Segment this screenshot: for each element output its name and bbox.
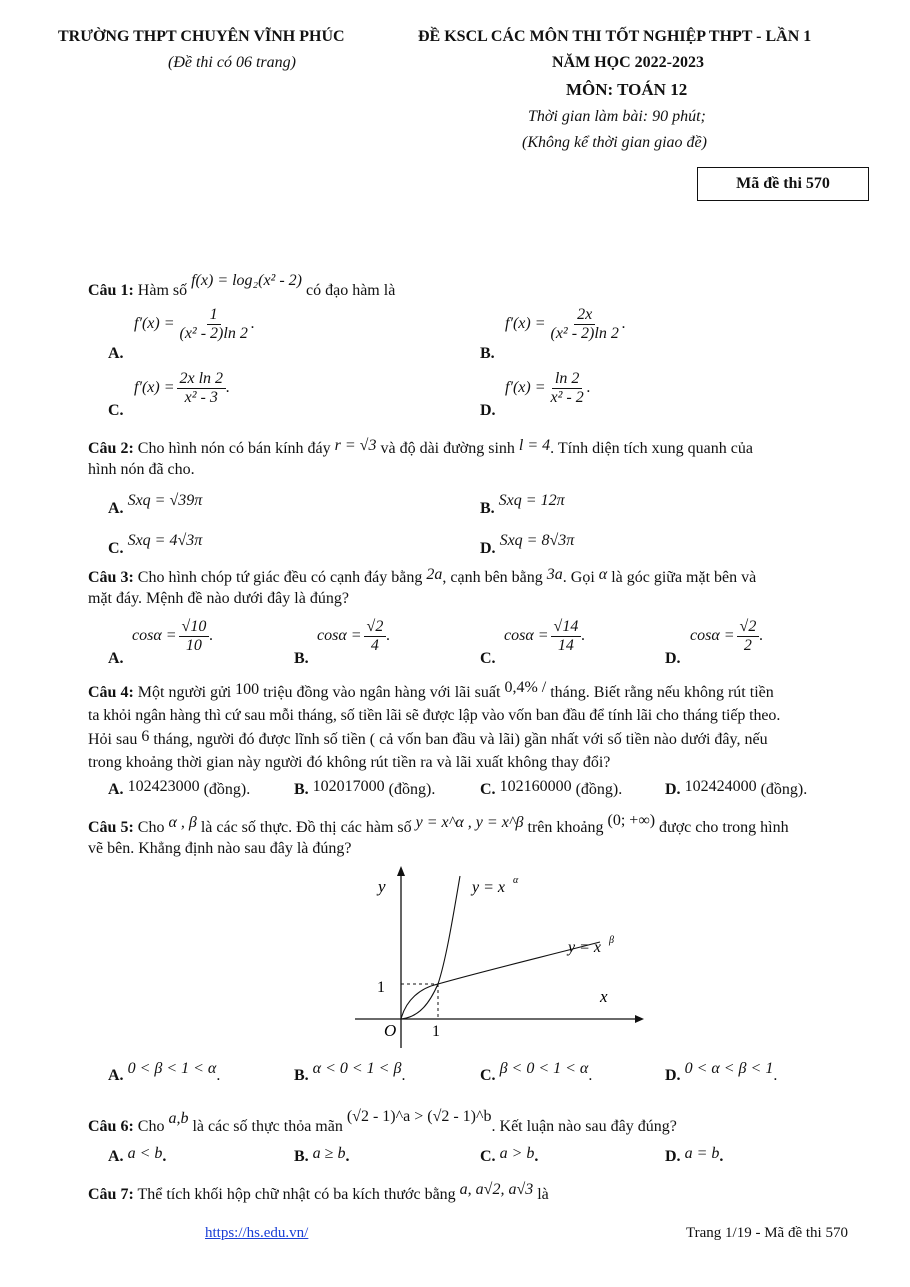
q2-option-b: B. Sxq = 12π xyxy=(480,492,565,517)
q1-option-b: f′(x) = $\frac{2x}{\text{(x² - 2)ln 2}}$ . xyxy=(505,306,626,342)
q3-option-a-letter: A. xyxy=(108,650,124,667)
q5-option-b: B. α < 0 < 1 < β. xyxy=(294,1060,406,1084)
curve-beta-label: y = x xyxy=(568,939,601,956)
footer-page-info: Trang 1/19 - Mã đề thi 570 xyxy=(686,1225,848,1241)
q1-option-a: f′(x) = $\frac{1}{\text{(x² - 2)ln 2}}$ . xyxy=(134,306,255,342)
q5-line1: Câu 5: Cho α , β là các số thực. Đồ thị các hàm số y = x^α , y = x^β trên khoảng (0; +∞) được cho trong hình xyxy=(88,812,789,836)
exam-code-box xyxy=(697,167,869,201)
q1-label: Câu 1: xyxy=(88,282,134,299)
q3-stem-line1: Câu 3: Cho hình chóp tứ giác đều có cạnh đáy bằng 2a, cạnh bên bằng 3a. Gọi α là góc giữa mặt bên và xyxy=(88,566,757,586)
q5-line2: vẽ bên. Khẳng định nào sau đây là đúng? xyxy=(88,840,352,857)
q4-line4: trong khoảng thời gian này người đó không rút tiền ra và lãi xuất không thay đổi? xyxy=(88,754,611,771)
q3-option-c-letter: C. xyxy=(480,650,496,667)
q2-option-c: C. Sxq = 4√3π xyxy=(108,532,203,557)
x-axis-arrow xyxy=(635,1015,644,1023)
q4-line2: ta khỏi ngân hàng thì cứ sau mỗi tháng, số tiền lãi sẽ được lập vào vốn ban đầu để tính lãi cho tháng tiếp theo. xyxy=(88,707,781,724)
q1-option-d: f′(x) = $\frac{\ln 2}{\text{x² - 2}}$ . xyxy=(505,370,591,406)
time-limit: Thời gian làm bài: 90 phút; xyxy=(528,108,706,125)
exam-title: ĐỀ KSCL CÁC MÔN THI TỐT NGHIỆP THPT - LẦN 1 xyxy=(418,28,812,45)
x-axis-label: x xyxy=(600,987,608,1006)
q5-option-a: A. 0 < β < 1 < α. xyxy=(108,1060,221,1084)
q3-stem-line2: mặt đáy. Mệnh đề nào dưới đây là đúng? xyxy=(88,590,349,607)
q3-option-b: cosα = $\frac{√2}{4}$ . xyxy=(317,618,391,654)
q6-option-c: C. a > b. xyxy=(480,1145,539,1165)
curve-beta-exponent: β xyxy=(609,935,614,946)
pages-note: (Đề thi có 06 trang) xyxy=(168,54,296,71)
q4-line1: Câu 4: Một người gửi 100 triệu đồng vào ngân hàng với lãi suất 0,4% / tháng. Biết rằng nếu không rút tiền xyxy=(88,679,774,701)
q4-option-d: D. 102424000 (đồng). xyxy=(665,778,808,798)
q5-option-c: C. β < 0 < 1 < α. xyxy=(480,1060,593,1084)
q1-stem xyxy=(88,272,396,300)
q3-option-a: cosα = $\frac{√10}{10}$ . xyxy=(132,618,214,654)
q7-stem: Câu 7: Thể tích khối hộp chữ nhật có ba kích thước bằng a, a√2, a√3 là xyxy=(88,1181,549,1203)
q1-option-c-letter: C. xyxy=(108,402,124,419)
q2-stem-line2: hình nón đã cho. xyxy=(88,461,195,478)
origin-label: O xyxy=(384,1021,397,1040)
q6-option-b: B. a ≥ b. xyxy=(294,1145,350,1165)
q3-option-b-letter: B. xyxy=(294,650,309,667)
exam-code: Mã đề thi 570 xyxy=(736,175,830,192)
q2-option-d: D. Sxq = 8√3π xyxy=(480,532,575,557)
footer-link[interactable]: https://hs.edu.vn/ xyxy=(205,1225,309,1241)
q2-label: Câu 2: xyxy=(88,440,134,457)
school-year: NĂM HỌC 2022-2023 xyxy=(552,54,704,71)
q3-option-d-letter: D. xyxy=(665,650,681,667)
q1-option-d-letter: D. xyxy=(480,402,496,419)
q5-label: Câu 5: xyxy=(88,819,134,836)
q4-option-a: A. 102423000 (đồng). xyxy=(108,778,251,798)
q1-option-a-letter: A. xyxy=(108,345,124,362)
q6-option-a: A. a < b. xyxy=(108,1145,167,1165)
curve-alpha-exponent: α xyxy=(513,875,519,886)
time-note: (Không kể thời gian giao đề) xyxy=(522,134,707,151)
q4-option-c: C. 102160000 (đồng). xyxy=(480,778,623,798)
y-axis-arrow xyxy=(397,866,405,876)
subject: MÔN: TOÁN 12 xyxy=(566,80,688,99)
q5-graph xyxy=(350,862,650,1054)
school-name: TRƯỜNG THPT CHUYÊN VĨNH PHÚC xyxy=(58,28,345,45)
q1-text-a: Hàm số xyxy=(137,282,188,299)
q1-text-b: có đạo hàm là xyxy=(306,282,396,299)
q1-option-c: f′(x) = $\frac{\text{2x ln 2}}{\text{x² - 3}}$ . xyxy=(134,370,231,406)
q6-label: Câu 6: xyxy=(88,1118,134,1135)
q1-function: f(x) = log₂(x² - 2) xyxy=(191,272,302,289)
q3-label: Câu 3: xyxy=(88,569,134,586)
q4-label: Câu 4: xyxy=(88,684,134,701)
q4-option-b: B. 102017000 (đồng). xyxy=(294,778,436,798)
q2-option-a: A. Sxq = √39π xyxy=(108,492,203,517)
q4-line3: Hỏi sau 6 tháng, người đó được lĩnh số tiền ( cả vốn ban đầu và lãi) gần nhất với số tiền nào dưới đây, nếu xyxy=(88,728,768,748)
q3-option-d: cosα = $\frac{√2}{2}$ . xyxy=(690,618,764,654)
q7-label: Câu 7: xyxy=(88,1186,134,1203)
y-axis-label: y xyxy=(378,877,386,896)
curve-alpha-label: y = x xyxy=(472,879,505,896)
curve-alpha xyxy=(401,876,460,1019)
tick-x-1: 1 xyxy=(432,1023,440,1040)
q1-option-b-letter: B. xyxy=(480,345,495,362)
q3-option-c: cosα = $\frac{√14}{14}$ . xyxy=(504,618,586,654)
q5-option-d: D. 0 < α < β < 1. xyxy=(665,1060,778,1084)
q6-stem: Câu 6: Cho a,b là các số thực thỏa mãn (√2 - 1)^a > (√2 - 1)^b. Kết luận nào sau đây đúng? xyxy=(88,1108,677,1135)
tick-y-1: 1 xyxy=(377,979,385,996)
q2-stem-line1: Câu 2: Cho hình nón có bán kính đáy r = √3 và độ dài đường sinh l = 4. Tính diện tích xung quanh của xyxy=(88,437,753,457)
q6-option-d: D. a = b. xyxy=(665,1145,724,1165)
